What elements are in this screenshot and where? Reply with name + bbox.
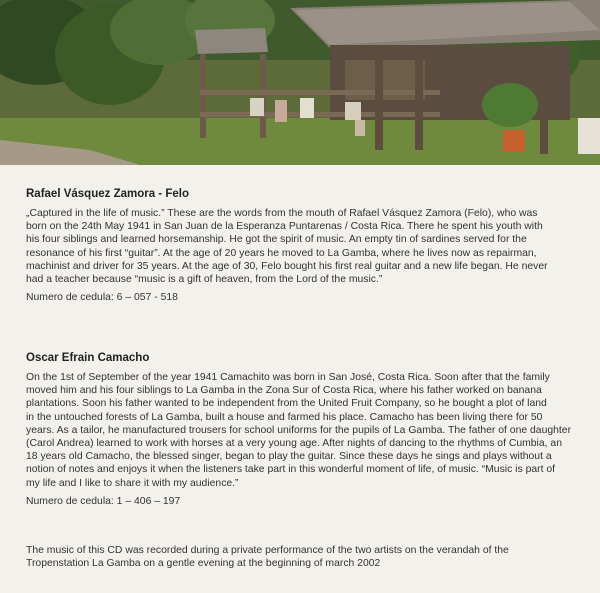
body-line: notion of notes and enjoys it when the listeners take part in this wonderful moment of life, of music. “Music is part of — [26, 464, 556, 476]
footer-line: The music of this CD was recorded during a private performance of the two artists on the verandah of the — [26, 545, 509, 556]
recording-note — [26, 544, 586, 570]
section-camacho — [26, 352, 571, 508]
footer-line: Tropenstation La Gamba on a gentle evening at the beginning of march 2002 — [26, 558, 381, 570]
section-title: Oscar Efrain Camacho — [26, 352, 150, 364]
section-body — [26, 207, 548, 286]
body-line: his four siblings and learned horsemanship. He got the spirit of music. An empty tin of sardines served for the — [26, 234, 527, 246]
section-title: Rafael Vásquez Zamora - Felo — [26, 188, 189, 200]
farm-house-photo — [0, 0, 600, 165]
body-line: resonance of his first “guitar”. At the age of 20 years he moved to La Gamba, where he lives now as repairman, — [26, 247, 537, 259]
body-line: machinist and driver for 35 years. At the age of 30, Felo bought his first real guitar and a new life began. He never — [26, 260, 548, 272]
body-line: had a teacher because “music is a gift of heaven, from the Lord of the music.” — [26, 274, 383, 286]
section-body — [26, 371, 571, 490]
body-line: born on the 24th May 1941 in San Juan de la Esperanza Puntarenas / Costa Rica. There he spent his youth with — [26, 221, 543, 233]
body-line: 18 years old Camacho, the blessed singer, began to play the guitar. Since these days he sings and plays without a — [26, 451, 552, 463]
cedula-number: Numero de cedula: 1 – 406 – 197 — [26, 495, 181, 507]
body-line: „Captured in the life of music.” These are the words from the mouth of Rafael Vásquez Zamora (Felo), who was — [26, 208, 538, 219]
body-line: in the untouched forests of La Gamba, built a house and farmed his place. Camacho has been living there for 50 — [26, 411, 543, 423]
body-line: my life and I like to share it with my audience.” — [26, 477, 239, 489]
body-line: moved him and his four siblings to La Gamba in the Zona Sur of Costa Rica, where his father worked on banana — [26, 385, 542, 397]
body-line: plantations. Soon his father wanted to be independent from the United Fruit Company, so he bought a plot of land — [26, 398, 547, 410]
cedula-number: Numero de cedula: 6 – 057 - 518 — [26, 292, 178, 304]
body-line: (Carol Andrea) learned to work with horses at a very young age. After nights of dancing to the rhythms of Cumbia, an — [26, 438, 562, 450]
body-line: On the 1st of September of the year 1941 Camachito was born in San José, Costa Rica. Soon after that the family — [26, 372, 550, 383]
header-photo — [0, 0, 600, 165]
body-line: years. As a tailor, he manufactured trousers for school uniforms for the pupils of La Gamba. The father of one daughter — [26, 424, 572, 436]
section-felo — [26, 188, 548, 304]
